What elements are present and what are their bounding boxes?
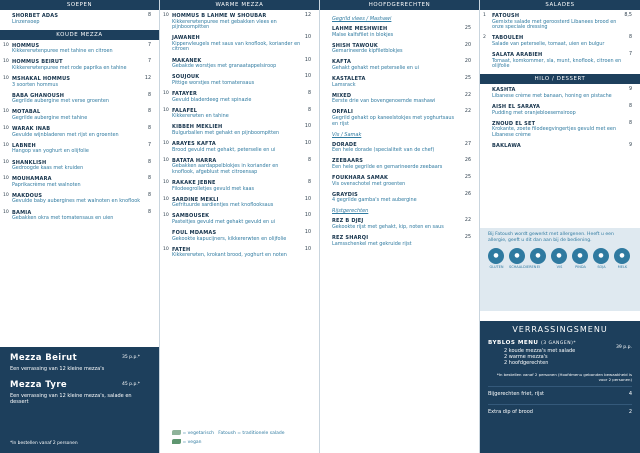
item-price: 8: [147, 176, 151, 182]
item-description: 4 gegrilde gamba's met aubergine: [332, 197, 417, 204]
item-name: AISH EL SARAYA: [492, 103, 541, 110]
item-name: BABA GHANOUSH: [12, 92, 65, 99]
dessert-list: [480, 84, 640, 149]
menu-item: [163, 141, 311, 153]
item-number: 1: [483, 13, 486, 18]
item-price: 8: [307, 179, 311, 185]
item-price: 12: [304, 13, 311, 18]
item-price: 8: [147, 126, 151, 132]
legend-vegan: = vegan: [182, 440, 202, 445]
extra-price: 2: [628, 409, 632, 415]
item-name: SHORBET ADAS: [12, 13, 59, 19]
koude-mezza-list: [0, 40, 159, 222]
menu-item: [163, 107, 311, 120]
allergen-text: Bij Fatoush wordt gewerkt met allergenen. Heeft u een allergie, geeft u dit dan aan bij de bediening.: [488, 232, 614, 243]
extra-item: [488, 386, 632, 400]
item-number: 2: [483, 35, 486, 41]
item-description: Een hele dorade (specialiteit van de chef): [332, 147, 435, 154]
item-number: 10: [3, 42, 9, 48]
item-number: 10: [163, 141, 169, 146]
allergen-item: [614, 248, 632, 269]
item-name: SHANKLISH: [12, 159, 47, 166]
surprise-line: 2 hoofdgerechten: [504, 360, 549, 366]
item-price: 9: [628, 87, 632, 93]
section-header-warme-mezza: WARME MEZZA: [160, 0, 319, 10]
item-description: Gemixte salade met geroosterd Libanees brood en onze speciale dressing: [492, 18, 617, 31]
item-name: FATEH: [172, 246, 191, 253]
item-price: 10: [304, 141, 311, 146]
item-price: 8: [147, 92, 151, 98]
menu-item: [3, 192, 151, 205]
item-name: ORFALI: [332, 109, 354, 116]
item-price: 8: [628, 120, 632, 126]
item-price: 8: [147, 192, 151, 198]
mezza-packages: [0, 347, 160, 453]
allergen-icon: ●: [530, 248, 546, 264]
warme-mezza-list: [160, 10, 319, 259]
mezza-tyre-desc: Een verrassing van 12 kleine mezza's, salade en dessert: [10, 393, 132, 405]
section-header-dessert: HILO / DESSERT: [480, 74, 640, 84]
item-price: 20: [464, 42, 471, 48]
legend-veg: = vegetarisch: [182, 431, 214, 436]
item-name: HOMMUS B LAHME W SHOUBAR: [172, 13, 267, 19]
allergen-icon: ●: [551, 248, 567, 264]
menu-item: [3, 142, 151, 155]
item-name: MAKANEK: [172, 57, 202, 64]
item-price: 10: [304, 246, 311, 252]
item-number: 10: [163, 213, 169, 219]
item-price: 22: [464, 218, 471, 224]
menu-item: [332, 93, 471, 105]
menu-item: [172, 35, 311, 53]
menu-item: [163, 213, 311, 225]
legend-fatoush: Fatoush = traditionele salade: [218, 431, 285, 436]
surprise-title: VERRASSINGSMENU: [512, 325, 608, 334]
item-name: WARAK INAB: [12, 126, 51, 133]
item-description: Gebakken okra met tomatensaus en uien: [12, 215, 114, 222]
item-name: LAHME MESHWIEH: [332, 26, 388, 32]
item-description: 3 soorten hommus: [12, 81, 59, 88]
item-name: ZEEBAARS: [332, 158, 364, 165]
allergen-item: [572, 248, 590, 269]
mezza-note: *In bestellen vanaf 2 personen: [10, 441, 78, 446]
allergen-icon: ●: [509, 248, 525, 264]
item-number: 10: [3, 209, 9, 215]
allergen-label: SCHAALDIEREN: [509, 265, 537, 270]
item-name: FATAYER: [172, 90, 198, 97]
item-price: 20: [464, 59, 471, 65]
extra-item: [488, 404, 632, 418]
item-name: LABNEH: [12, 142, 36, 149]
item-price: 8: [147, 209, 151, 215]
item-number: 10: [163, 179, 169, 185]
item-description: Gegrilde aubergine met verse groenten: [12, 98, 109, 105]
item-price: 12: [144, 76, 151, 82]
column-warme-mezza: [160, 0, 320, 453]
item-description: Hangop van yoghurt en olijfolie: [12, 148, 89, 155]
item-description: Gegrilde aubergine met tahine: [12, 115, 88, 122]
menu-item: [163, 246, 311, 259]
menu-item: [492, 104, 632, 116]
item-description: Paprikacrème met walnoten: [12, 181, 81, 188]
menu-item: [332, 235, 471, 247]
item-name: KASHTA: [492, 87, 516, 94]
item-number: 10: [3, 76, 9, 82]
item-name: SOUJOUK: [172, 74, 200, 81]
allergen-label: GLUTEN: [489, 265, 504, 270]
menu-item: [332, 59, 471, 71]
item-number: 10: [163, 157, 169, 163]
menu-item: [3, 59, 151, 71]
item-number: 10: [3, 59, 9, 65]
item-price: 27: [464, 141, 471, 147]
item-description: Gekookte kapucijners, kikkererwten en olijfolie: [172, 235, 287, 242]
section-header-salades: SALADES: [480, 0, 640, 10]
item-price: 9: [628, 142, 632, 148]
section-header-soepen: SOEPEN: [0, 0, 159, 10]
allergen-icon: ●: [614, 248, 630, 264]
item-name: KASTALETA: [332, 76, 366, 83]
item-number: 10: [3, 109, 9, 115]
item-price: 8,5: [624, 13, 632, 18]
item-description: Kippenvleugels met saus van knoflook, koriander en citroen: [172, 40, 301, 53]
item-description: Kikkererwten, krokant brood, yoghurt en noten: [172, 252, 287, 259]
allergen-icons: [488, 248, 632, 269]
item-description: Salade van peterselie, tomaat, uien en bulgur: [492, 40, 605, 47]
menu-item: [3, 176, 151, 188]
item-name: KAFTA: [332, 59, 352, 66]
item-description: Tomaat, komkommer, sla, munt, knoflook, citroen en olijfolie: [492, 57, 622, 70]
menu-item: [12, 93, 151, 105]
extra-label: Extra dip of brood: [488, 409, 533, 415]
item-name: FATOUSH: [492, 13, 520, 19]
item-price: 10: [304, 213, 311, 219]
menu-item: [483, 13, 632, 31]
menu-item: [172, 58, 311, 70]
item-name: BAMIA: [12, 209, 32, 216]
item-description: Pittige worstjes met tomatensaus: [172, 79, 255, 86]
item-description: Gehakt gehakt met peterselie en ui: [332, 64, 419, 71]
allergen-label: SOJA: [597, 265, 606, 270]
item-price: 8: [307, 90, 311, 96]
allergen-box: [480, 228, 640, 311]
surprise-menu: [480, 321, 640, 453]
item-price: 8: [307, 107, 311, 113]
item-name: SARDINE MEKLI: [172, 196, 219, 203]
item-description: Kikkererwtenpuree met rode paprika en tahine: [12, 64, 127, 71]
allergen-item: [488, 248, 506, 269]
item-price: 25: [464, 76, 471, 82]
item-description: Eerste drie van bovengenoemde mashawi: [332, 98, 436, 105]
item-description: Kikkererwtenpuree met gebakken vlees en pijnboompitten: [172, 18, 277, 31]
item-name: REZ SHARQI: [332, 235, 369, 242]
surprise-lines: [488, 348, 632, 366]
item-description: Krokante, zoete filodeegvingertjes gevuld met een Libanese crème: [492, 126, 617, 138]
vegetarian-leaf-icon: [172, 430, 181, 435]
item-name: MOTABAL: [12, 109, 41, 116]
menu-item: [172, 74, 311, 86]
item-name: BAKLAWA: [492, 142, 521, 149]
mezza-tyre-title: Mezza Tyre: [10, 380, 68, 390]
surprise-line: 2 koude mezza's met salade: [504, 348, 576, 354]
item-price: 10: [304, 74, 311, 80]
item-price: 7: [147, 42, 151, 48]
mezza-tyre-price: 45 p.p.*: [122, 382, 140, 387]
allergen-label: EI: [536, 265, 541, 270]
allergen-item: [509, 248, 537, 270]
menu-item: [492, 87, 632, 99]
item-name: DORADE: [332, 141, 357, 148]
menu-item: [332, 218, 471, 230]
allergen-item: [593, 248, 611, 269]
menu-item: [3, 209, 151, 222]
item-price: 26: [464, 158, 471, 164]
item-name: SALATA ARABIEH: [492, 51, 543, 58]
item-name: FOUL MDAMAS: [172, 230, 217, 237]
menu-item: [492, 143, 632, 150]
menu-item: [3, 159, 151, 172]
item-description: Gegrild gehakt op kaneelstokjes met yoghurtsaus en rijst: [332, 115, 454, 127]
salades-list: [480, 10, 640, 70]
hoofdgerechten-list: [320, 10, 479, 247]
item-name: KIBBEH MEKLIEH: [172, 124, 223, 131]
vegan-leaf-icon: [172, 439, 181, 444]
item-price: 25: [464, 175, 471, 181]
item-name: MIXED: [332, 92, 352, 99]
item-description: Gedroogde kaas met kruiden: [12, 165, 84, 172]
item-name: HOMMUS: [12, 42, 40, 49]
menu-item: [163, 90, 311, 103]
item-description: Gevulde wijnbladeren met rijst en groenten: [12, 131, 119, 138]
item-description: Een hele gegrilde en gemarineerde zeebaars: [332, 164, 443, 170]
item-name: ARAYES KAFTA: [172, 141, 216, 147]
menu-item: [492, 52, 632, 70]
item-price: 7: [628, 51, 632, 57]
item-price: 25: [464, 26, 471, 31]
item-number: 10: [3, 126, 9, 132]
item-price: 7: [147, 59, 151, 65]
menu-item: [3, 42, 151, 55]
item-name: JAWANEH: [172, 35, 200, 42]
section-title: Vis / Samak: [332, 131, 362, 138]
item-name: MSHAKAL HOMMUS: [12, 76, 71, 83]
item-description: Bulgurballen met gehakt en pijnboompitten: [172, 129, 280, 136]
allergen-label: VIS: [556, 265, 563, 270]
column-soepen-koude-mezza: [0, 0, 160, 453]
item-description: Gevulde baby aubergines met walnoten en knoflook: [12, 198, 141, 205]
item-name: SAMBOUSEK: [172, 213, 210, 220]
menu-item: [332, 109, 471, 127]
item-description: Malse kalfsfilet in blokjes: [332, 31, 394, 38]
menu-item: [483, 35, 632, 47]
item-price: 22: [464, 92, 471, 98]
menu-item: [163, 179, 311, 192]
allergen-label: PINDA: [575, 265, 586, 270]
menu-item: [163, 13, 311, 31]
menu-item: [3, 109, 151, 122]
item-description: Lamsrack: [332, 81, 356, 88]
item-description: Gekookte rijst met gehakt, kip, noten en saus: [332, 224, 444, 231]
item-description: Linzensoep: [12, 18, 40, 25]
item-number: 10: [3, 142, 9, 148]
menu-item: [332, 192, 471, 204]
allergen-item: [530, 248, 548, 269]
mezza-beirut-price: 35 p.p.*: [122, 355, 140, 360]
menu-item: [163, 196, 311, 209]
column-hoofdgerechten: [320, 0, 480, 453]
item-price: 8: [147, 13, 151, 18]
menu-item: [332, 175, 471, 187]
extras-list: [488, 386, 632, 418]
item-description: Brood gevuld met gehakt, peterselie en ui: [172, 146, 276, 153]
item-name: SHISH TAWOUK: [332, 42, 378, 49]
section-header-koude-mezza: KOUDE MEZZA: [0, 30, 159, 40]
mezza-beirut-desc: Een verrassing van 12 kleine mezza's: [10, 366, 105, 372]
item-description: Gemarineerde kipfiletblokjes: [332, 48, 403, 55]
item-name: FOUKHARA SAMAK: [332, 175, 389, 182]
item-description: Filodeegrolletjes gevuld met kaas: [172, 185, 255, 192]
item-name: GRAYDIS: [332, 191, 358, 198]
allergen-icon: ●: [488, 248, 504, 264]
item-number: 10: [3, 176, 9, 182]
allergen-item: [551, 248, 569, 269]
surprise-price: 39 p.p.: [615, 345, 632, 350]
item-number: 10: [163, 246, 169, 252]
item-price: 7: [147, 142, 151, 148]
extra-price: 4: [628, 391, 632, 397]
item-name: RAKAKE JEBNE: [172, 179, 216, 186]
item-price: 22: [464, 109, 471, 115]
menu-item: [332, 43, 471, 55]
item-name: ZNOUD EL SET: [492, 120, 536, 127]
item-name: REZ B DJEJ: [332, 218, 364, 225]
column-salades-dessert: [480, 0, 640, 453]
extra-label: Bijgerechten friet, rijst: [488, 391, 545, 397]
item-name: MOUHAMARA: [12, 176, 52, 183]
section-title: Gegrild vlees / Mashawi: [332, 16, 392, 22]
item-description: Lamsschenkel met gekruide rijst: [332, 240, 412, 247]
item-description: Gevuld bladerdeeg met spinazie: [172, 96, 252, 103]
mezza-beirut-title: Mezza Beirut: [10, 353, 78, 363]
item-name: BATATA HARRA: [172, 157, 217, 164]
section-title: Rijstgerechten: [332, 208, 369, 215]
menu-item: [172, 230, 311, 242]
item-price: 8: [307, 157, 311, 163]
item-description: Kikkererwtenpuree met tahine en citroen: [12, 48, 113, 55]
menu-item: [332, 158, 471, 170]
item-description: Kikkererwten en tahine: [172, 113, 229, 120]
surprise-line: 2 warme mezza's: [504, 354, 548, 360]
item-description: Gebakde worstjes met granaatappelsiroop: [172, 63, 277, 70]
item-price: 8: [628, 35, 632, 41]
menu-item: [492, 121, 632, 139]
item-number: 10: [3, 192, 9, 198]
item-number: 10: [3, 159, 9, 165]
item-price: 10: [304, 35, 311, 41]
allergen-icon: ●: [593, 248, 609, 264]
item-description: Vis ovenschotel met groenten: [332, 180, 406, 187]
menu-item: [3, 126, 151, 138]
item-price: 8: [628, 103, 632, 109]
item-price: 8: [147, 109, 151, 115]
menu-item: [332, 26, 471, 38]
item-price: 25: [464, 235, 471, 241]
menu-item: [163, 157, 311, 176]
item-description: Pasteitjes gevuld met gehakt gevuld en ui: [172, 218, 276, 225]
item-description: Libanese crème met banaan, honing en pistache: [492, 92, 612, 99]
item-number: 10: [163, 90, 169, 96]
surprise-note: *In bestellen vanaf 2 personen (Hoofdmenu gebonden bewaakheid is voor 2 personen): [496, 372, 632, 382]
item-name: TABOULEH: [492, 35, 524, 42]
menu-item: [3, 76, 151, 88]
item-number: 10: [163, 13, 169, 18]
item-price: 10: [304, 196, 311, 202]
item-price: 26: [464, 191, 471, 197]
item-description: Pudding met oranjebloesemsiroop: [492, 109, 576, 116]
item-price: 8: [147, 159, 151, 165]
item-price: 10: [304, 124, 311, 130]
menu-item: [332, 142, 471, 154]
menu-item: [332, 76, 471, 88]
menu-item: [12, 13, 151, 25]
allergen-icon: ●: [572, 248, 588, 264]
surprise-name: BYBLOS MENU (3 GANGEN)*: [488, 340, 577, 346]
soepen-list: [0, 10, 159, 25]
item-description: Gefrituurde sardientjes met knoflooksaus: [172, 202, 274, 209]
item-name: HOMMUS BEIRUT: [12, 59, 63, 66]
item-name: FALAFEL: [172, 107, 198, 114]
item-price: 10: [304, 57, 311, 63]
section-header-hoofdgerechten: HOOFDGERECHTEN: [320, 0, 479, 10]
allergen-label: MELK: [617, 265, 628, 270]
item-description: Gebakken aardappelblokjes in koriander en knoflook, afgeblust met citroensap: [172, 163, 279, 175]
item-price: 10: [304, 230, 311, 236]
item-number: 10: [163, 196, 169, 202]
menu-item: [172, 124, 311, 136]
legend: [170, 429, 284, 447]
item-name: MAKDOUS: [12, 192, 43, 199]
item-number: 10: [163, 107, 169, 113]
